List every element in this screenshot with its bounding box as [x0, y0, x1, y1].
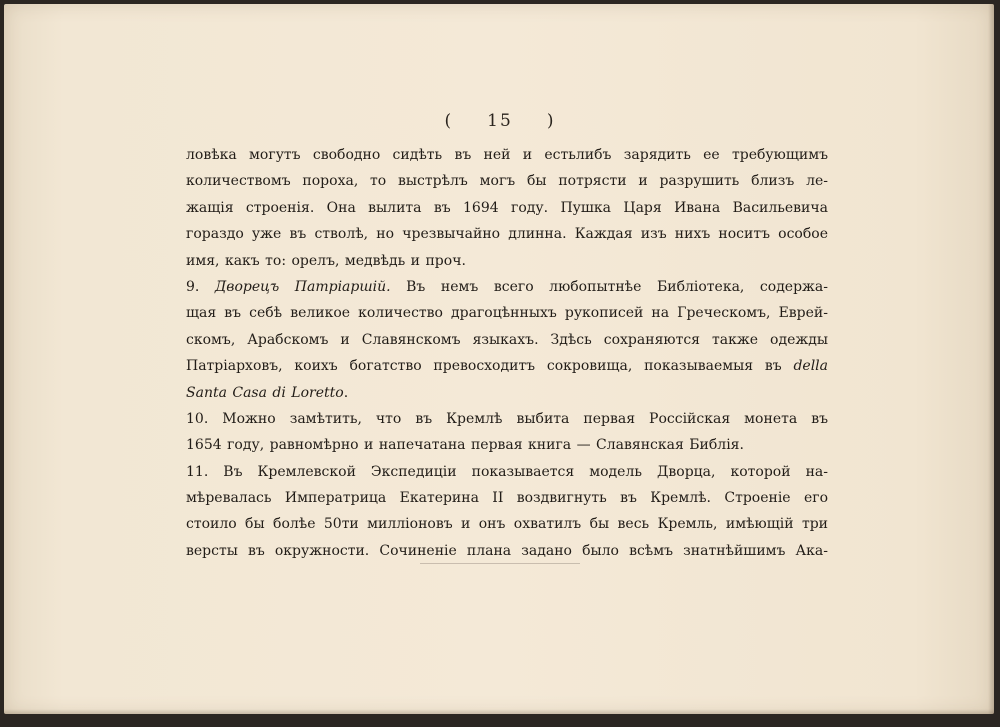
text-line: 1654 году, равномѣрно и напечатана первая книга — Славянская Библія. — [186, 437, 744, 454]
text-line: версты въ окружности. Сочиненіе плана задано было всѣмъ знатнѣйшимъ Ака- — [186, 542, 828, 559]
page-number-value: 15 — [487, 111, 513, 131]
text-line: Патріарховъ, коихъ богатство превосходитъ сокровища, показываемыя въ della — [186, 358, 828, 375]
text-line: количествомъ пороха, то выстрѣлъ могъ бы потрясти и разрушить близъ ле- — [186, 173, 828, 190]
text-line-section-9: 9. Дворецъ Патріаршій. Въ немъ всего любопытнѣе Библіотека, содержа- — [186, 278, 828, 295]
section-heading-italic: Дворецъ Патріаршій. — [214, 278, 391, 295]
text-line: щая въ себѣ великое количество драгоцѣнныхъ рукописей на Греческомъ, Еврей- — [186, 305, 828, 322]
text-line-section-11: 11. Въ Кремлевской Экспедиціи показывается модель Дворца, которой на- — [186, 463, 828, 480]
italic-phrase: della — [793, 358, 828, 375]
pencil-underline-mark — [420, 563, 580, 564]
text-line: мѣревалась Императрица Екатерина II воздвигнуть въ Кремлѣ. Строеніе его — [186, 490, 828, 507]
text-line: имя, какъ то: орелъ, медвѣдь и проч. — [186, 252, 466, 269]
text-line: скомъ, Арабскомъ и Славянскомъ языкахъ. Здѣсь сохраняются также одежды — [186, 331, 828, 348]
text-line: жащія строенія. Она вылита въ 1694 году. Пушка Царя Ивана Васильевича — [186, 199, 828, 216]
page-number-close-paren: ) — [546, 111, 556, 131]
page-number — [0, 111, 1000, 131]
italic-phrase: Santa Casa di Loretto — [186, 384, 344, 401]
text-line-section-10: 10. Можно замѣтить, что въ Кремлѣ выбита первая Россійская монета въ — [186, 410, 828, 427]
section-number: 9. — [186, 278, 200, 295]
text-line: стоило бы болѣе 50ти милліоновъ и онъ охватилъ бы весь Кремль, имѣющій три — [186, 516, 828, 533]
text-line: ловѣка могутъ свободно сидѣть въ ней и естьлибъ зарядить ее требующимъ — [186, 147, 828, 163]
text-line: гораздо уже въ стволѣ, но чрезвычайно длинна. Каждая изъ нихъ носитъ особое — [186, 226, 828, 243]
page-bottom-shadow — [4, 709, 994, 714]
page-number-open-paren: ( — [444, 111, 454, 131]
text-line: Santa Casa di Loretto. — [186, 384, 349, 401]
body-text — [186, 142, 828, 564]
